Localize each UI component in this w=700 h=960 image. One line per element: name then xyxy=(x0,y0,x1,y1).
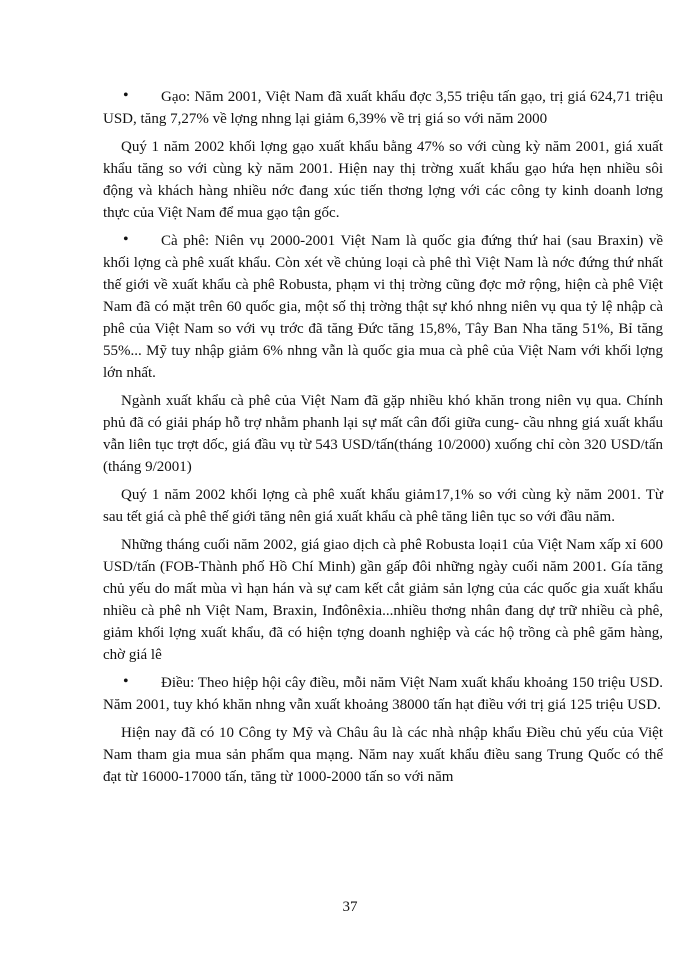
document-body xyxy=(103,86,663,794)
paragraph-text: Cà phê: Niên vụ 2000-2001 Việt Nam là quốc gia đứng thứ hai (sau Braxin) về khối lợng cà phê xuất khẩu. Còn xét về chủng loại cà phê thì Việt Nam là nớc đứng thứ nhất thế giới về xuất khẩu cà phê Robusta, phạm vi thị trờng cũng đợc mở rộng, hiện cà phê Việt Nam đã có mặt trên 60 quốc gia, một số thị trờng thật sự khó nhng niên vụ qua tỷ lệ nhập cà phê của Việt Nam so với vụ trớc đã tăng Đức tăng 15,8%, Tây Ban Nha tăng 51%, Bỉ tăng 55%... Mỹ tuy nhập giảm 6% nhng vẫn là quốc gia mua cà phê của Việt Nam với khối lợng lớn nhất. xyxy=(103,233,663,381)
paragraph-coffee xyxy=(103,230,663,384)
bullet-icon: • xyxy=(123,231,129,248)
paragraph-cashew xyxy=(103,672,663,716)
paragraph-cashew-importers: Hiện nay đã có 10 Công ty Mỹ và Châu âu là các nhà nhập khẩu Điều chủ yếu của Việt Nam tham gia mua sản phẩm qua mạng. Năm nay xuất khẩu điều sang Trung Quốc có thể đạt từ 16000-17000 tấn, tăng từ 1000-2000 tấn so với năm xyxy=(103,725,663,785)
paragraph-text: Điều: Theo hiệp hội cây điều, mỗi năm Việt Nam xuất khẩu khoảng 150 triệu USD. Năm 2001, tuy khó khăn nhng vẫn xuất khoảng 38000 tấn hạt điều với trị giá 125 triệu USD. xyxy=(103,675,663,713)
paragraph-coffee-prices: Những tháng cuối năm 2002, giá giao dịch cà phê Robusta loại1 của Việt Nam xấp xỉ 600 USD/tấn (FOB-Thành phố Hồ Chí Minh) gần gấp đôi những ngày cuối năm 2001. Gía tăng chủ yếu do mất mùa vì hạn hán và sự cam kết cắt giảm sản lợng của các quốc gia xuất khẩu nhiều cà phê nh Việt Nam, Braxin, Inđônêxia...nhiều thơng nhân đang dự trữ nhiều cà phê, giảm khối lợng xuất khẩu, đã có hiện tợng doanh nghiệp và các hộ trồng cà phê găm hàng, chờ giá lê xyxy=(103,537,663,663)
paragraph-rice-q1: Quý 1 năm 2002 khối lợng gạo xuất khẩu bằng 47% so với cùng kỳ năm 2001, giá xuất khẩu tăng so với cùng kỳ năm 2001. Hiện nay thị trờng xuất khẩu gạo hứa hẹn nhiều sôi động và khách hàng nhiều nớc đang xúc tiến thơng lợng với các công ty kinh doanh lơng thực của Việt Nam để mua gạo tận gốc. xyxy=(103,139,663,221)
paragraph-coffee-q1: Quý 1 năm 2002 khối lợng cà phê xuất khẩu giảm17,1% so với cùng kỳ năm 2001. Từ sau tết giá cà phê thế giới tăng nên giá xuất khẩu cà phê tăng liên tục so với đầu năm. xyxy=(103,487,663,525)
bullet-icon: • xyxy=(123,673,129,690)
bullet-icon: • xyxy=(123,87,129,104)
paragraph-rice xyxy=(103,86,663,130)
page-number: 37 xyxy=(342,899,358,915)
paragraph-text: Gạo: Năm 2001, Việt Nam đã xuất khẩu đợc 3,55 triệu tấn gạo, trị giá 624,71 triệu USD, tăng 7,27% về lợng nhng lại giảm 6,39% về trị giá so với năm 2000 xyxy=(103,89,663,127)
paragraph-coffee-difficulties: Ngành xuất khẩu cà phê của Việt Nam đã gặp nhiều khó khăn trong niên vụ qua. Chính phủ đã có giải pháp hỗ trợ nhằm phanh lại sự mất cân đối giữa cung- cầu nhng giá xuất khẩu vẫn liên tục trợt dốc, giá đầu vụ từ 543 USD/tấn(tháng 10/2000) xuống chỉ còn 320 USD/tấn (tháng 9/2001) xyxy=(103,393,663,475)
